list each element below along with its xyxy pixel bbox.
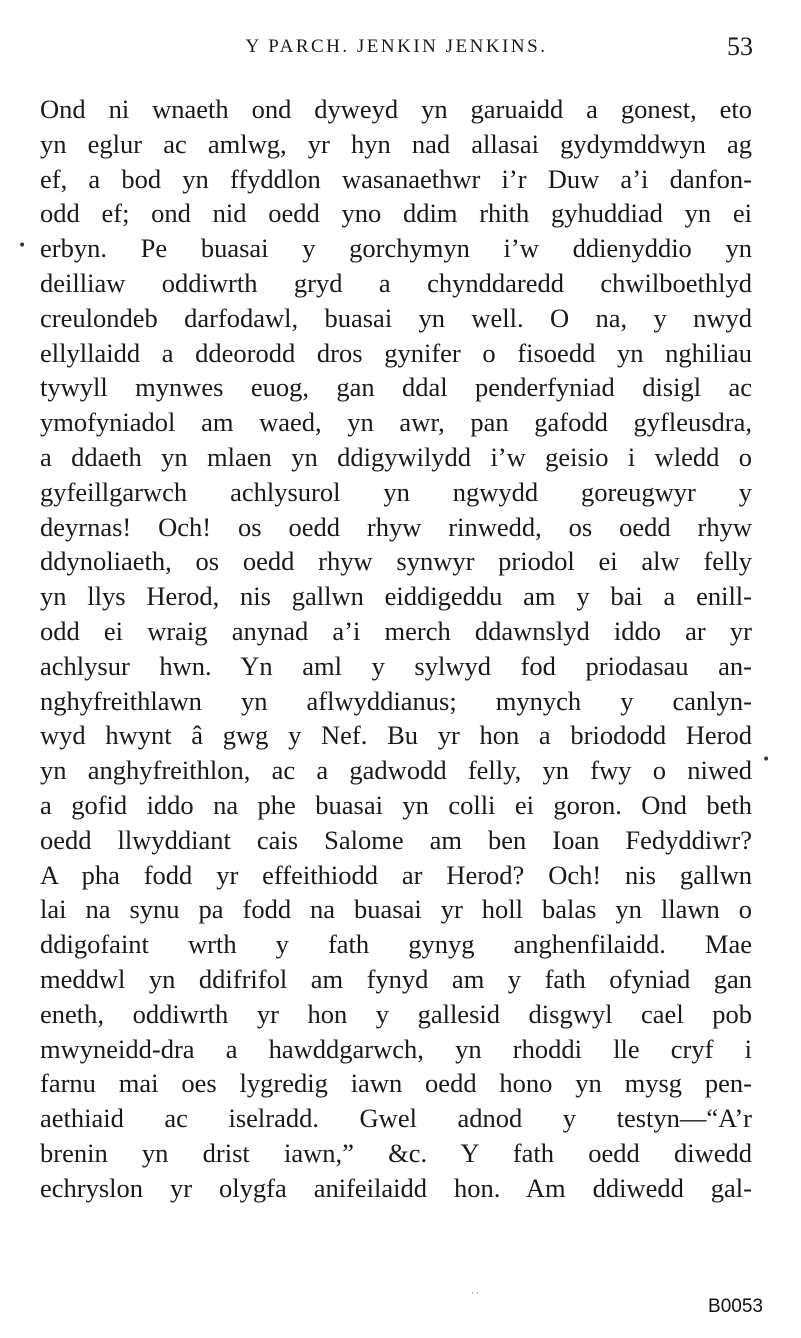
text-line: deyrnas! Och! os oedd rhyw rinwedd, os oedd rhyw [40, 511, 752, 542]
text-line: creulondeb darfodawl, buasai yn well. O na, y nwyd [40, 302, 752, 333]
text-line: lai na synu pa fodd na buasai yr holl balas yn llawn o [40, 894, 752, 925]
text-line: erbyn. Pe buasai y gorchymyn i’w ddienyddio yn [40, 233, 752, 264]
text-line: yn anghyfreithlon, ac a gadwodd felly, yn fwy o niwed [40, 755, 752, 786]
margin-dot-mark: • [18, 238, 27, 254]
text-line: yn eglur ac amlwg, yr hyn nad allasai gydymddwyn ag [40, 128, 752, 159]
text-line: mwyneidd-dra a hawddgarwch, yn rhoddi lle cryf i [40, 1033, 752, 1064]
text-line: aethiaid ac iselradd. Gwel adnod y testyn—“A’r [40, 1103, 752, 1134]
text-line: ef, a bod yn ffyddlon wasanaethwr i’r Duw a’i danfon- [40, 163, 752, 194]
catalog-id: B0053 [708, 1296, 763, 1317]
page-number: 53 [727, 32, 753, 61]
text-line: deilliaw oddiwrth gryd a chynddaredd chwilboethlyd [40, 267, 752, 298]
text-line: ymofyniadol am waed, yn awr, pan gafodd gyfleusdra, [40, 407, 752, 438]
text-line: a ddaeth yn mlaen yn ddigywilydd i’w geisio i wledd o [40, 441, 752, 472]
print-speck-mark: ˙˙ [470, 1292, 480, 1303]
text-line: tywyll mynwes euog, gan ddal penderfyniad disigl ac [40, 372, 752, 403]
text-line: ellyllaidd a ddeorodd dros gynifer o fisoedd yn nghiliau [40, 337, 752, 368]
text-line: ddigofaint wrth y fath gynyg anghenfilaidd. Mae [40, 929, 752, 960]
text-line: gyfeillgarwch achlysurol yn ngwydd goreugwyr y [40, 476, 752, 507]
text-line: ddynoliaeth, os oedd rhyw synwyr priodol ei alw felly [40, 546, 752, 577]
text-line: a gofid iddo na phe buasai yn colli ei goron. Ond beth [40, 789, 752, 820]
text-line: eneth, oddiwrth yr hon y gallesid disgwyl cael pob [40, 998, 752, 1029]
text-line: odd ei wraig anynad a’i merch ddawnslyd iddo ar yr [40, 615, 752, 646]
text-line: meddwl yn ddifrifol am fynyd am y fath ofyniad gan [40, 963, 752, 994]
text-line: A pha fodd yr effeithiodd ar Herod? Och! nis gallwn [40, 859, 752, 890]
running-head [40, 32, 753, 62]
text-line: wyd hwynt â gwg y Nef. Bu yr hon a briododd Herod [40, 720, 752, 751]
body-text [40, 92, 752, 1206]
margin-dot-mark: • [762, 752, 771, 768]
text-line: farnu mai oes lygredig iawn oedd hono yn mysg pen- [40, 1068, 752, 1099]
text-line: brenin yn drist iawn,” &c. Y fath oedd diwedd [40, 1137, 752, 1168]
text-line: nghyfreithlawn yn aflwyddianus; mynych y canlyn- [40, 685, 752, 716]
text-line: Ond ni wnaeth ond dyweyd yn garuaidd a gonest, eto [40, 94, 752, 124]
text-line: oedd llwyddiant cais Salome am ben Ioan Fedyddiwr? [40, 824, 752, 855]
running-title: Y PARCH. JENKIN JENKINS. [245, 36, 548, 57]
text-line: yn llys Herod, nis gallwn eiddigeddu am y bai a enill- [40, 581, 752, 612]
text-line: echryslon yr olygfa anifeilaidd hon. Am ddiwedd gal- [40, 1172, 752, 1203]
text-line: odd ef; ond nid oedd yno ddim rhith gyhuddiad yn ei [40, 198, 752, 229]
text-line: achlysur hwn. Yn aml y sylwyd fod priodasau an- [40, 650, 752, 681]
